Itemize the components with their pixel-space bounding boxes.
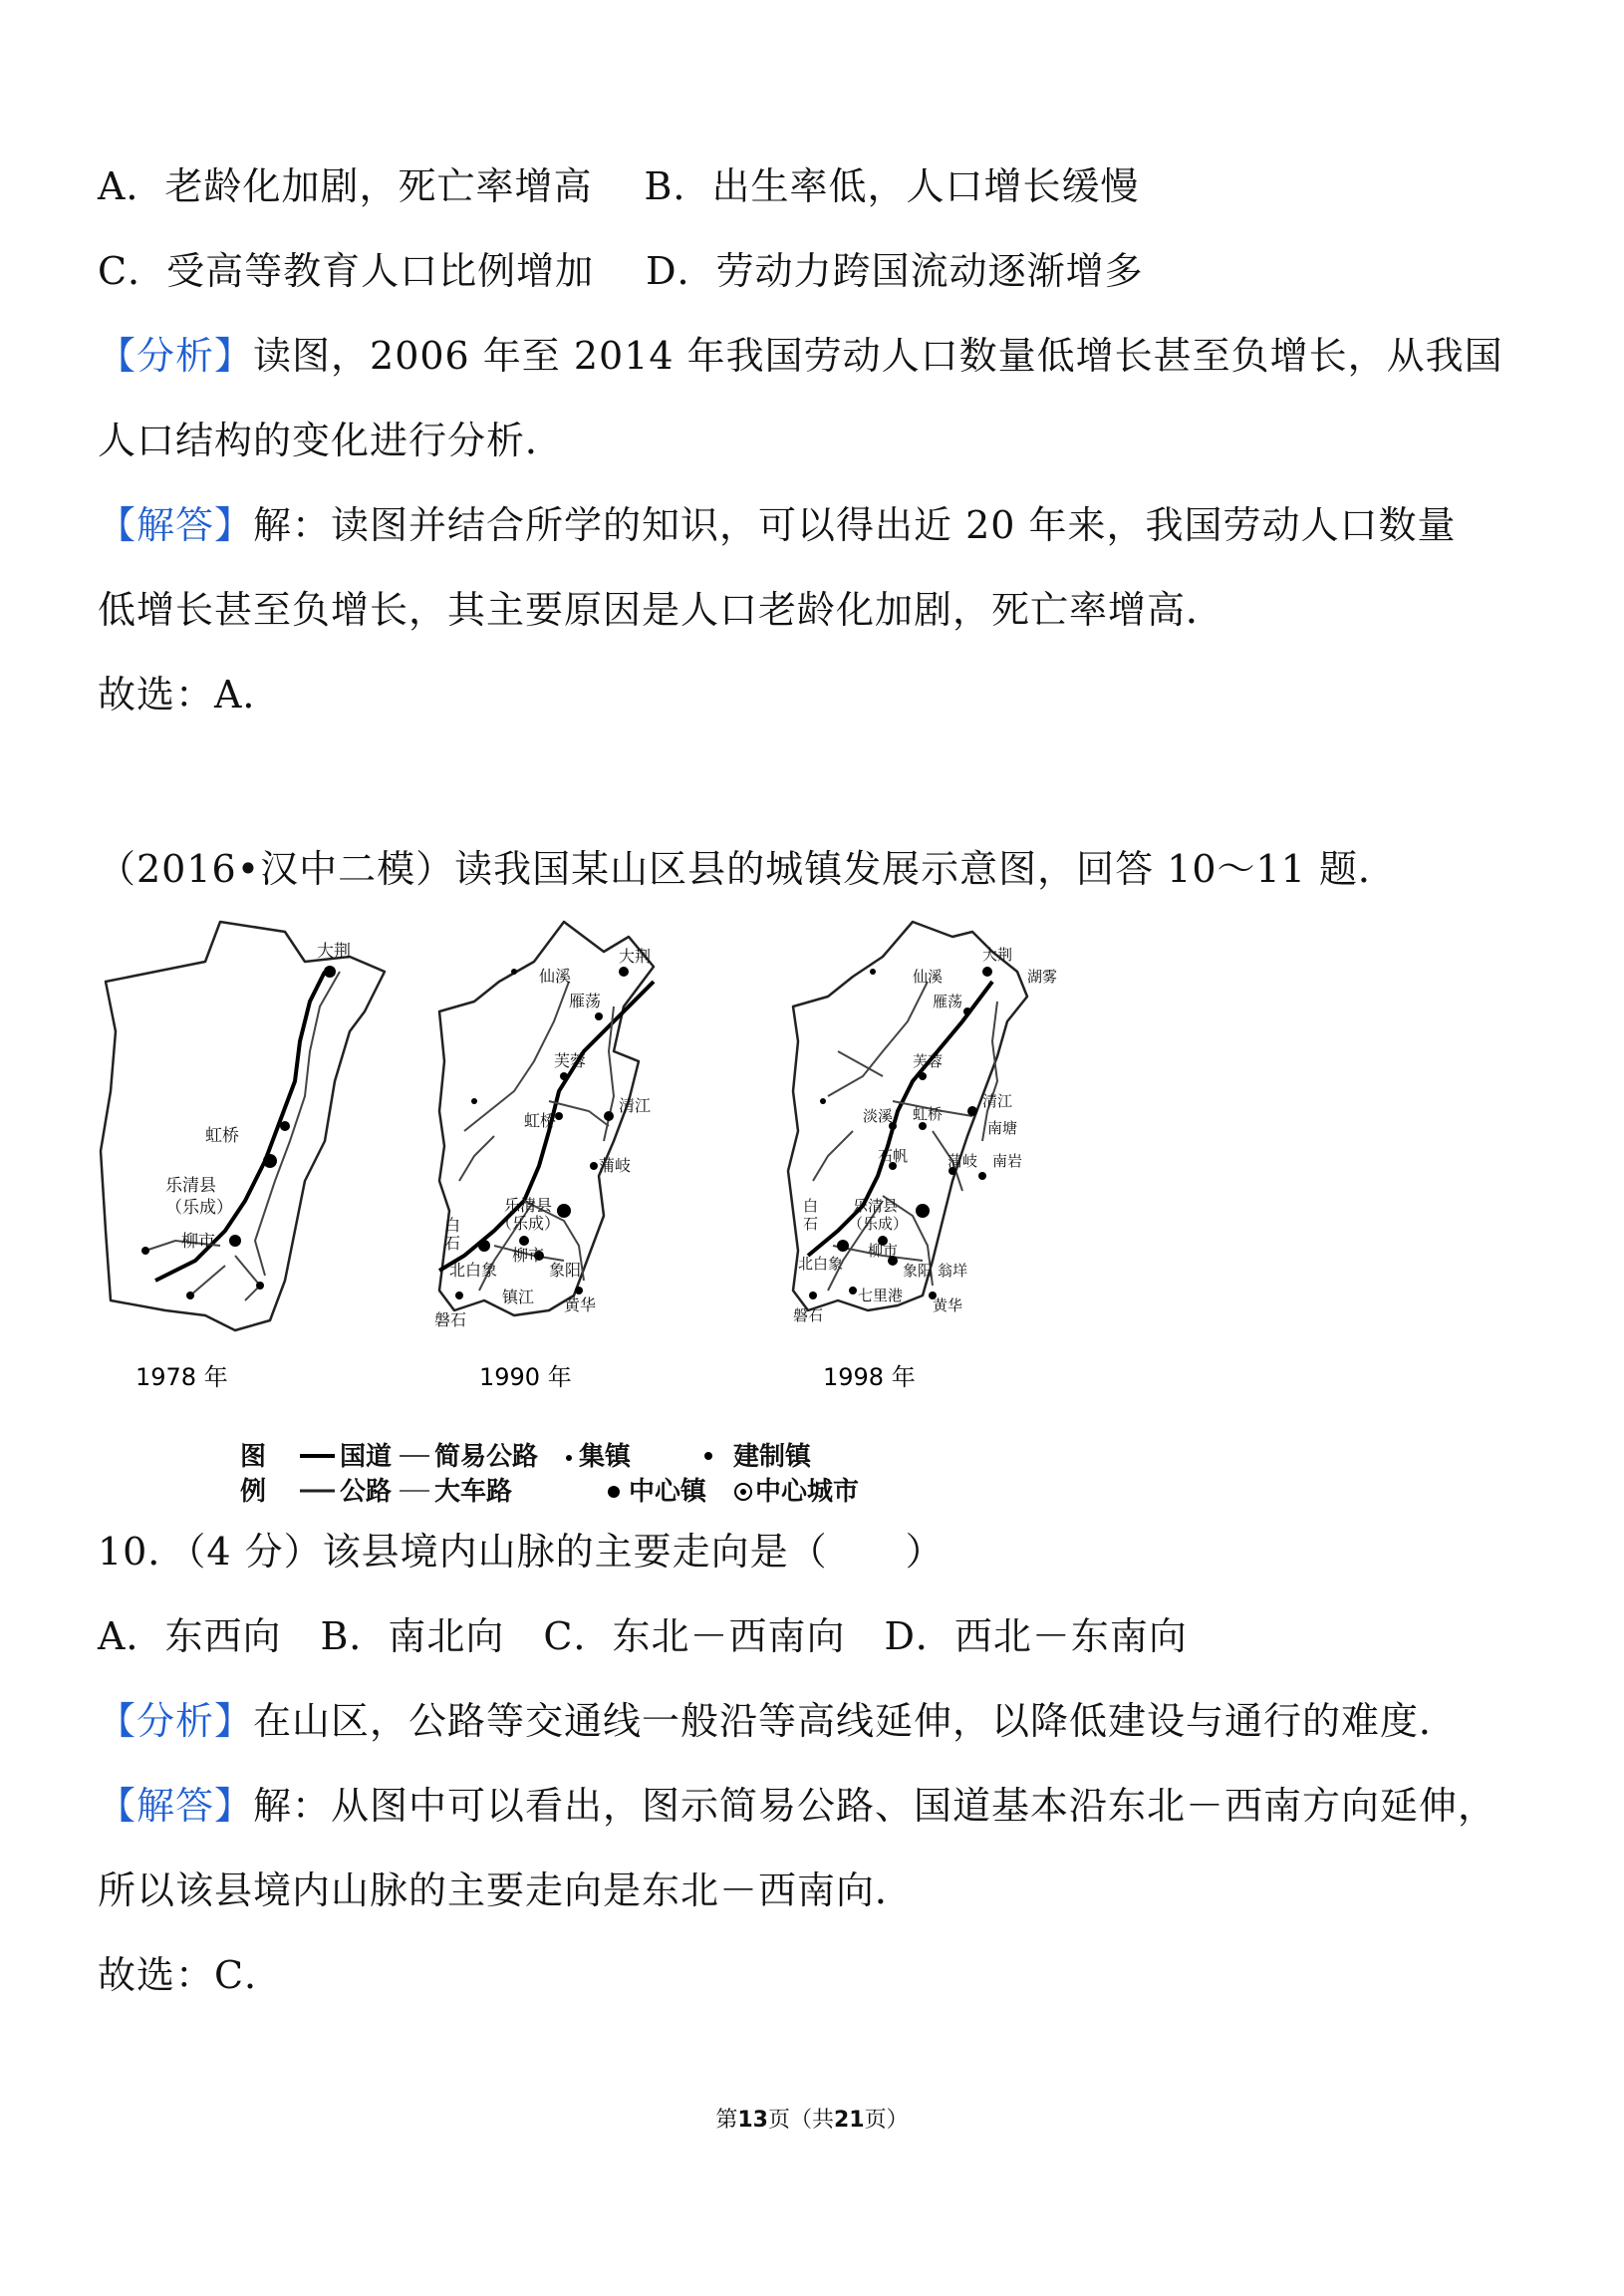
map2-place-zhenjiang: 镇江	[502, 1288, 535, 1306]
map3-yandang-dot	[963, 1007, 971, 1015]
map2-beibaixiang-dot	[478, 1240, 490, 1252]
analysis-text: 在山区，公路等交通线一般沿等高线延伸，以降低建设与通行的难度．	[253, 1699, 1459, 1743]
footer-page-number: 13	[737, 2108, 768, 2133]
map2-simple-road-7	[459, 1136, 494, 1181]
legend-designated-town: 建制镇	[733, 1442, 812, 1472]
map2-place-yandang: 雁荡	[569, 992, 602, 1010]
map1-outline	[101, 922, 385, 1330]
map1-hongqiao-dot	[280, 1121, 290, 1131]
map2-place-yueqing: 乐清县	[504, 1196, 553, 1215]
legend-label-top: 图	[240, 1442, 267, 1472]
answer-tag: 【解答】	[98, 1784, 254, 1828]
q10-analysis	[98, 1699, 1458, 1743]
map1-place-hongqiao: 虹桥	[205, 1126, 239, 1146]
map3-hongqiao-dot	[919, 1122, 927, 1130]
map3-outline	[788, 922, 1027, 1310]
map1-cart-road-3	[190, 1266, 225, 1295]
map2-place-furong: 芙蓉	[554, 1051, 587, 1070]
map2-panshi-dot	[455, 1292, 463, 1299]
map2-place-huanghua: 黄华	[564, 1295, 597, 1314]
answer-tag: 【解答】	[98, 503, 254, 547]
map3-nanyan-dot	[978, 1172, 986, 1180]
map1-year: 1978 年	[135, 1363, 228, 1391]
map3-place-yuecheng: （乐成）	[848, 1215, 909, 1233]
analysis-text: 读图，2006 年至 2014 年我国劳动人口数量低增长甚至负增长，从我国	[253, 334, 1503, 378]
q10-choice: 故选：C．	[98, 1953, 284, 1997]
q10-answer-line2: 所以该县境内山脉的主要走向是东北－西南向．	[98, 1868, 915, 1912]
map2-huanghua-dot	[575, 1287, 583, 1294]
map3-place-hongqiao: 虹桥	[913, 1105, 944, 1123]
footer-pre: 第	[715, 2108, 738, 2133]
map3-place-liushi: 柳市	[868, 1242, 899, 1260]
map3-simple-road-9	[838, 1051, 883, 1076]
map2-place-liushi: 柳市	[512, 1246, 545, 1265]
map1-place-dajing: 大荆	[317, 942, 351, 962]
page-footer	[0, 2103, 1624, 2134]
map3-furong-dot	[919, 1072, 927, 1080]
map2-yandang-dot	[595, 1012, 603, 1020]
map3-simple-road-7	[813, 1131, 853, 1181]
analysis-tag: 【分析】	[98, 1699, 254, 1743]
map-legend	[240, 1441, 859, 1507]
q9-analysis-line1	[98, 334, 1503, 378]
map1-dajing-dot	[324, 966, 336, 978]
map3-place-yueqing: 乐清县	[853, 1197, 899, 1215]
map1-liushi-dot	[229, 1235, 241, 1247]
map3-qiligang-dot	[849, 1287, 857, 1294]
map1-place-liushi: 柳市	[181, 1232, 215, 1252]
map2-qingjiang-dot	[604, 1111, 614, 1121]
footer-post: 页）	[864, 2108, 909, 2133]
map1-yuecheng-dot	[263, 1154, 277, 1168]
map2-place-panshi: 磐石	[434, 1310, 467, 1329]
map3-dajing-dot	[982, 967, 992, 977]
map3-place-qiligang: 七里港	[858, 1287, 904, 1304]
map2-place-xianxi: 仙溪	[539, 967, 572, 986]
map3-place-xiangyang: 象阳	[903, 1262, 934, 1280]
map3-place-furong: 芙蓉	[913, 1052, 944, 1070]
q9-options-line2: C．受高等教育人口比例增加 D．劳动力跨国流动逐渐增多	[98, 249, 1144, 293]
map2-furong-dot	[560, 1072, 568, 1080]
map2-puqi-dot	[590, 1162, 598, 1170]
legend-cart-road: 大车路	[434, 1477, 513, 1507]
legend-simple-road: 简易公路	[434, 1442, 539, 1472]
q9-analysis-line2: 人口结构的变化进行分析．	[98, 419, 565, 462]
map3-place-wengyang: 翁垟	[938, 1262, 968, 1280]
q9-answer-line1	[98, 503, 1457, 547]
map3-place-panshi: 磐石	[793, 1306, 824, 1324]
map3-place-yandang: 雁荡	[933, 993, 963, 1010]
map2-place-xiangyang: 象阳	[549, 1261, 582, 1280]
map2-hongqiao-dot	[555, 1112, 563, 1120]
map3-place-beibaixiang: 北白象	[798, 1255, 844, 1273]
map1-place-yuecheng: （乐成）	[165, 1198, 233, 1218]
legend-label-bottom: 例	[240, 1477, 267, 1507]
q9-options-line1: A．老龄化加剧，死亡率增高 B．出生率低，人口增长缓慢	[98, 164, 1140, 208]
map3-place-nantang: 南塘	[987, 1119, 1018, 1137]
map3-beibaixiang-dot	[837, 1240, 849, 1252]
legend-market-town: 集镇	[579, 1442, 632, 1472]
legend-central-city: 中心城市	[755, 1477, 860, 1507]
intro-text: （2016•汉中二模）读我国某山区县的城镇发展示意图，回答 10～11 题．	[98, 847, 1397, 891]
map3-panshi-dot	[809, 1292, 817, 1299]
map2-liushi-dot	[519, 1236, 529, 1246]
map3-place-nanyan: 南岩	[992, 1152, 1023, 1170]
map2-place-bai: 白	[444, 1216, 461, 1235]
footer-total-pages: 21	[834, 2108, 865, 2133]
map3-place-qingjiang: 清江	[982, 1092, 1013, 1110]
q9-choice: 故选：A．	[98, 673, 282, 717]
map1-place-yueqing: 乐清县	[165, 1176, 216, 1196]
q9-answer-line2: 低增长甚至负增长，其主要原因是人口老龄化加剧，死亡率增高．	[98, 588, 1225, 632]
legend-highway: 公路	[340, 1477, 393, 1507]
footer-mid: 页（共	[767, 2108, 834, 2133]
map2-place-puqi: 蒲岐	[599, 1156, 632, 1175]
map2-place-beibaixiang: 北白象	[449, 1261, 498, 1280]
map3-place-huwu: 湖雾	[1027, 968, 1058, 986]
map2-place-dajing: 大荆	[619, 947, 652, 966]
legend-central-town: 中心镇	[629, 1477, 707, 1507]
legend-national-road: 国道	[340, 1442, 393, 1472]
map3-place-danxi: 淡溪	[863, 1107, 894, 1125]
answer-text: 解：读图并结合所学的知识，可以得出近 20 年来，我国劳动人口数量	[253, 503, 1457, 547]
map2-place-hongqiao: 虹桥	[524, 1111, 557, 1130]
map3-qingjiang-dot	[967, 1106, 977, 1116]
answer-text: 解：从图中可以看出，图示简易公路、国道基本沿东北－西南方向延伸，	[253, 1784, 1497, 1828]
map3-year: 1998 年	[823, 1363, 916, 1391]
map3-place-bai: 白	[803, 1197, 819, 1215]
q10-answer-line1	[98, 1784, 1496, 1828]
map1-cart-road-2	[235, 1256, 260, 1300]
map2-place-qingjiang: 清江	[619, 1096, 652, 1115]
map2-year: 1990 年	[479, 1363, 572, 1391]
map3-place-shifan: 石帆	[878, 1147, 909, 1165]
map3-place-puqi: 蒲岐	[947, 1152, 978, 1170]
town-development-maps	[96, 912, 1112, 1510]
map2-place-yuecheng: （乐成）	[496, 1214, 561, 1233]
q10-stem: 10．（4 分）该县境内山脉的主要走向是（ ）	[98, 1530, 945, 1574]
analysis-tag: 【分析】	[98, 334, 254, 378]
map3-place-xianxi: 仙溪	[913, 968, 944, 986]
map3-place-dajing: 大荆	[982, 946, 1013, 964]
map2-place-shi: 石	[444, 1234, 461, 1253]
map3-yuecheng-dot	[916, 1204, 930, 1218]
q10-options: A．东西向 B．南北向 C．东北－西南向 D．西北－东南向	[98, 1614, 1188, 1658]
map3-place-huanghua: 黄华	[933, 1296, 963, 1314]
map3-place-shi: 石	[803, 1215, 819, 1233]
map2-dajing-dot	[619, 967, 629, 977]
